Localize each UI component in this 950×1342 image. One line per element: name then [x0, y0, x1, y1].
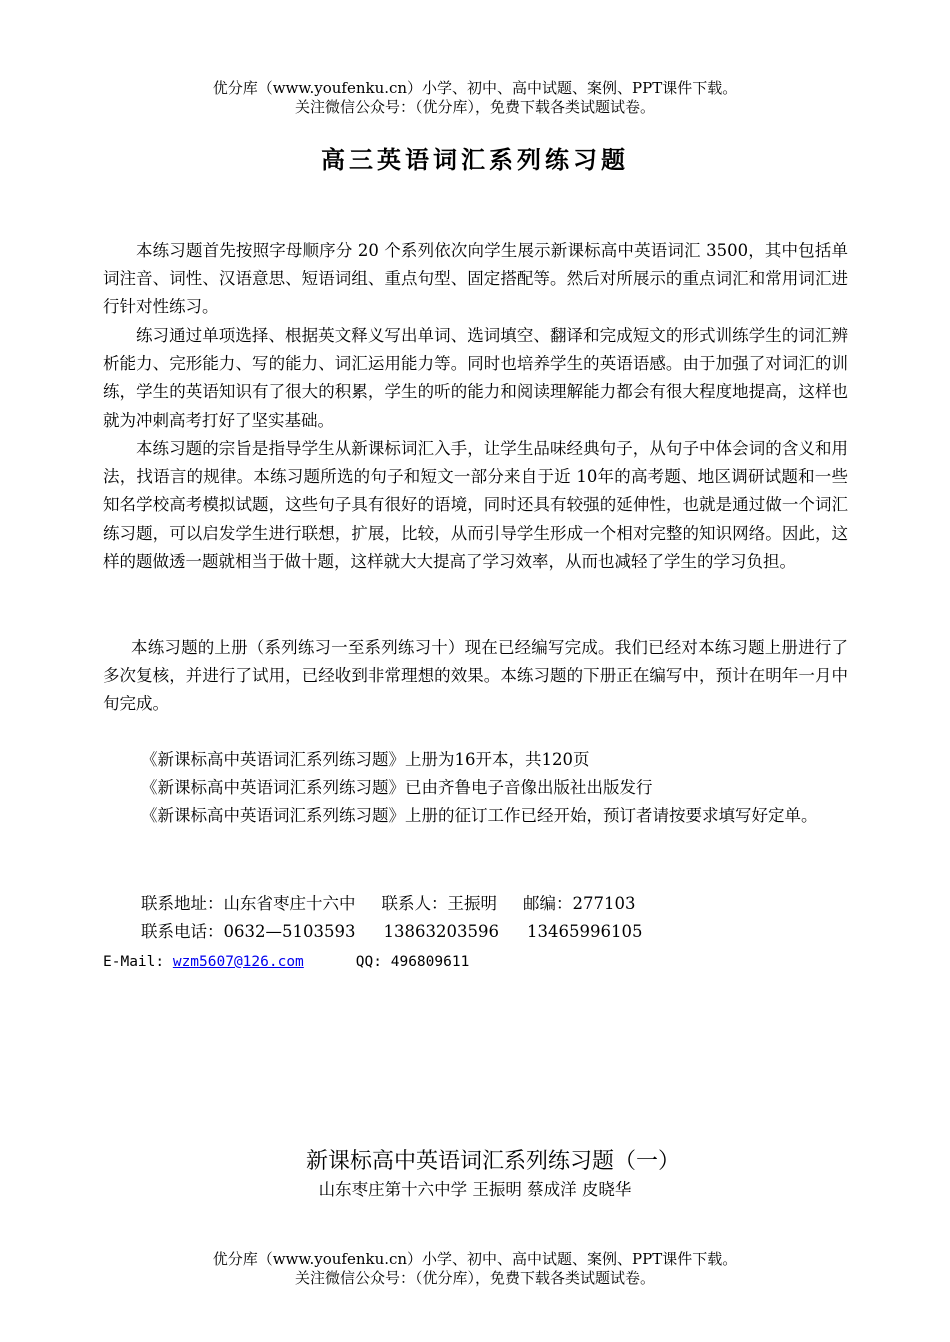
- contact-postcode: 邮编：277103: [523, 894, 636, 913]
- footer-line-1: 优分库（www.youfenku.cn）小学、初中、高中试题、案例、PPT课件下载。: [212, 1250, 738, 1268]
- document-title: 高三英语词汇系列练习题: [321, 145, 629, 174]
- intro-paragraph-2: 练习通过单项选择、根据英文释义写出单词、选词填空、翻译和完成短文的形式训练学生的词汇辨析能力、完形能力、写的能力、词汇运用能力等。同时也培养学生的英语语感。由于加强了对词汇的训练，学生的英语知识有了很大的积累，学生的听的能力和阅读理解能力都会有很大程度地提高，这样也就为冲刺高考打好了坚实基础。: [103, 326, 848, 430]
- page-header: [0, 79, 950, 117]
- contact-phone-row: [141, 918, 642, 946]
- book-info-line: 《新课标高中英语词汇系列练习题》已由齐鲁电子音像出版社出版发行: [141, 778, 653, 797]
- phone-mobile-2: 13465996105: [526, 922, 643, 941]
- phone-mobile-1: 13863203596: [383, 922, 499, 941]
- email-link[interactable]: wzm5607@126.com: [172, 954, 304, 970]
- book-info-line: 《新课标高中英语词汇系列练习题》上册为16开本，共120页: [141, 750, 590, 769]
- intro-paragraph-1: 本练习题首先按照字母顺序分 20 个系列依次向学生展示新课标高中英语词汇 3500，其中包括单词注音、词性、汉语意思、短语词组、重点句型、固定搭配等。然后对所展示的重点词汇和常用词汇进行针对性练习。: [103, 241, 848, 317]
- series-title: 新课标高中英语词汇系列练习题（一）: [305, 1149, 680, 1174]
- intro-paragraph-4: 本练习题的上册（系列练习一至系列练习十）现在已经编写完成。我们已经对本练习题上册进行了多次复核，并进行了试用，已经收到非常理想的效果。本练习题的下册正在编写中，预计在明年一月中旬完成。: [103, 638, 848, 714]
- page-footer: [0, 1250, 950, 1288]
- contact-email-row: [103, 948, 469, 976]
- series-authors: 山东枣庄第十六中学 王振明 蔡成洋 皮晓华: [318, 1180, 632, 1199]
- footer-line-2: 关注微信公众号：（优分库），免费下载各类试题试卷。: [294, 1269, 655, 1287]
- header-line-2: 关注微信公众号：（优分库），免费下载各类试题试卷。: [294, 98, 655, 116]
- email-label: E-Mail:: [103, 954, 165, 970]
- header-line-1: 优分库（www.youfenku.cn）小学、初中、高中试题、案例、PPT课件下载。: [212, 79, 738, 97]
- intro-paragraph-3: 本练习题的宗旨是指导学生从新课标词汇入手，让学生品味经典句子，从句子中体会词的含义和用法，找语言的规律。本练习题所选的句子和短文一部分来自于近 10年的高考题、地区调研试题和一些知名学校高考模拟试题，这些句子具有很好的语境，同时还具有较强的延伸性，也就是通过做一个词汇练习题，可以启发学生进行联想，扩展，比较，从而引导学生形成一个相对完整的知识网络。因此，这样的题做透一题就相当于做十题，这样就大大提高了学习效率，从而也减轻了学生的学习负担。: [103, 439, 848, 571]
- qq-number: 496809611: [390, 954, 470, 970]
- contact-address: 联系地址：山东省枣庄十六中: [141, 894, 356, 913]
- phone-label: 联系电话：: [141, 922, 224, 941]
- phone-office: 0632—5103593: [223, 922, 356, 941]
- qq-label: QQ:: [355, 954, 382, 970]
- contact-address-row: [141, 890, 636, 918]
- book-info-line: 《新课标高中英语词汇系列练习题》上册的征订工作已经开始，预订者请按要求填写好定单。: [141, 806, 818, 825]
- contact-person: 联系人：王振明: [381, 894, 497, 913]
